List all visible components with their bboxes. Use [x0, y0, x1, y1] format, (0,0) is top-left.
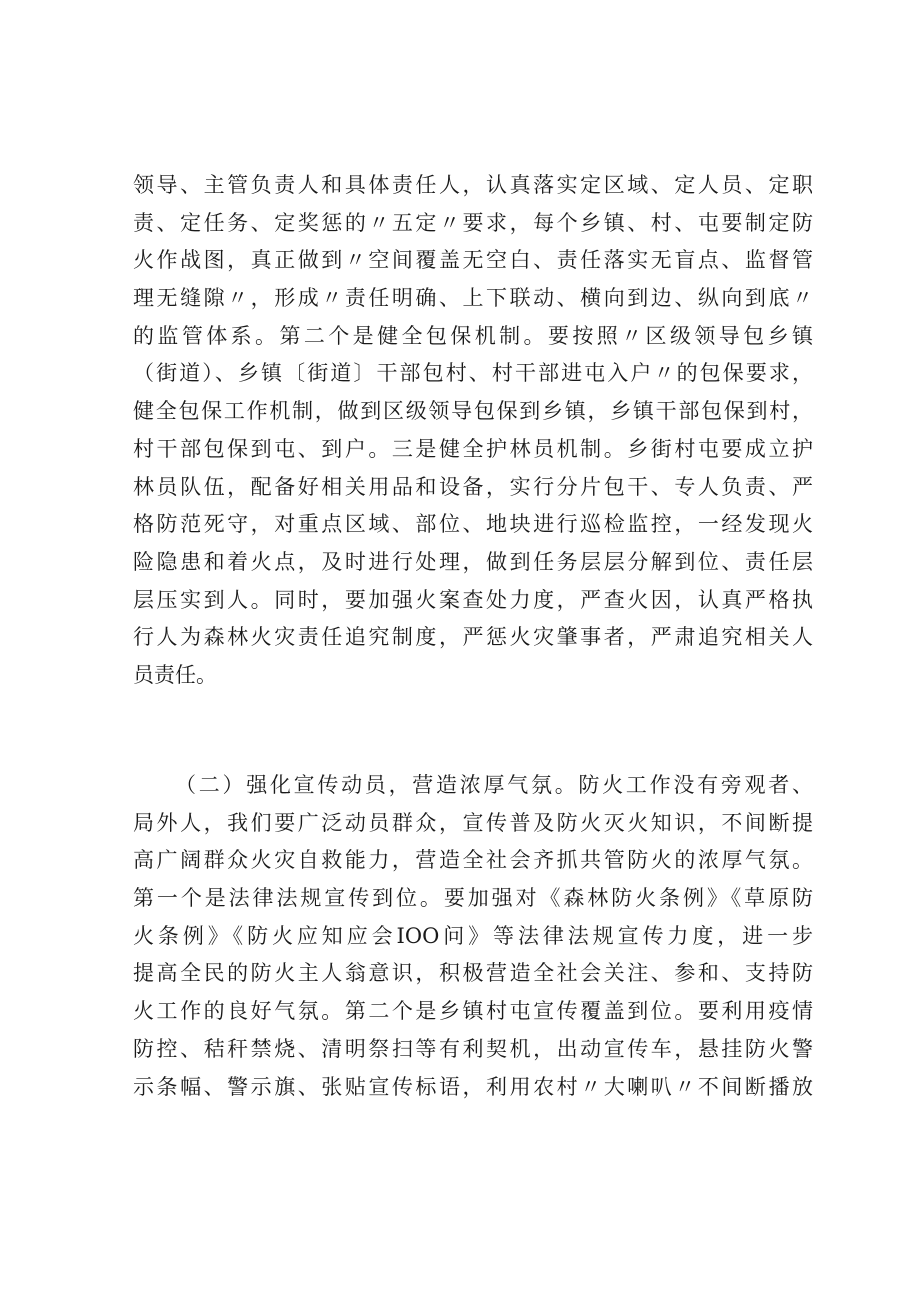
- text-line: 第一个是法律法规宣传到位。要加强对《森林防火条例》《草原防: [133, 886, 813, 911]
- text-line: 行人为森林火灾责任追究制度，严惩火灾肇事者，严肃追究相关人: [133, 625, 813, 650]
- text-line: 提高全民的防火主人翁意识，积极营造全社会关注、参和、支持防: [133, 961, 813, 986]
- text-line: （街道）、乡镇〔街道〕干部包村、村干部进屯入户〃的包保要求，: [133, 361, 813, 386]
- text-line: 险隐患和着火点，及时进行处理，做到任务层层分解到位、责任层: [133, 549, 813, 574]
- paragraph-publicity: [133, 767, 813, 1106]
- text-line: 格防范死守，对重点区域、部位、地块进行巡检监控，一经发现火: [133, 512, 813, 537]
- text-line: 林员队伍，配备好相关用品和设备，实行分片包干、专人负责、严: [133, 474, 813, 499]
- text-line: 高广阔群众火灾自救能力，营造全社会齐抓共管防火的浓厚气氛。: [133, 848, 813, 873]
- text-line: 村干部包保到屯、到户。三是健全护林员机制。乡街村屯要成立护: [133, 436, 813, 461]
- text-line: 层压实到人。同时，要加强火案查处力度，严查火因，认真严格执: [133, 587, 813, 612]
- paragraph-responsibility: [133, 167, 813, 695]
- text-line: 火条例》《防火应知应会IOO问》等法律法规宣传力度，进一步: [133, 923, 813, 948]
- text-line: 理无缝隙〃，形成〃责任明确、上下联动、横向到边、纵向到底〃: [133, 286, 813, 311]
- text-line: 火作战图，真正做到〃空间覆盖无空白、责任落实无盲点、监督管: [133, 248, 813, 273]
- section-heading-line: （二）强化宣传动员，营造浓厚气氛。防火工作没有旁观者、: [175, 773, 813, 797]
- text-line: 局外人，我们要广泛动员群众，宣传普及防火灭火知识，不间断提: [133, 810, 813, 835]
- text-line: 火工作的良好气氛。第二个是乡镇村屯宣传覆盖到位。要利用疫情: [133, 999, 813, 1024]
- text-line: 健全包保工作机制，做到区级领导包保到乡镇，乡镇干部包保到村，: [133, 399, 813, 424]
- text-line: 的监管体系。第二个是健全包保机制。要按照〃区级领导包乡镇: [133, 323, 813, 348]
- text-line: 领导、主管负责人和具体责任人，认真落实定区域、定人员、定职: [133, 173, 813, 197]
- text-line: 防控、秸秆禁烧、清明祭扫等有利契机，出动宣传车，悬挂防火警: [133, 1036, 813, 1061]
- text-line: 责、定任务、定奖惩的〃五定〃要求，每个乡镇、村、屯要制定防: [133, 210, 813, 235]
- text-line: 示条幅、警示旗、张贴宣传标语，利用农村〃大喇叭〃不间断播放: [133, 1074, 813, 1099]
- text-line: 员责任。: [133, 662, 217, 687]
